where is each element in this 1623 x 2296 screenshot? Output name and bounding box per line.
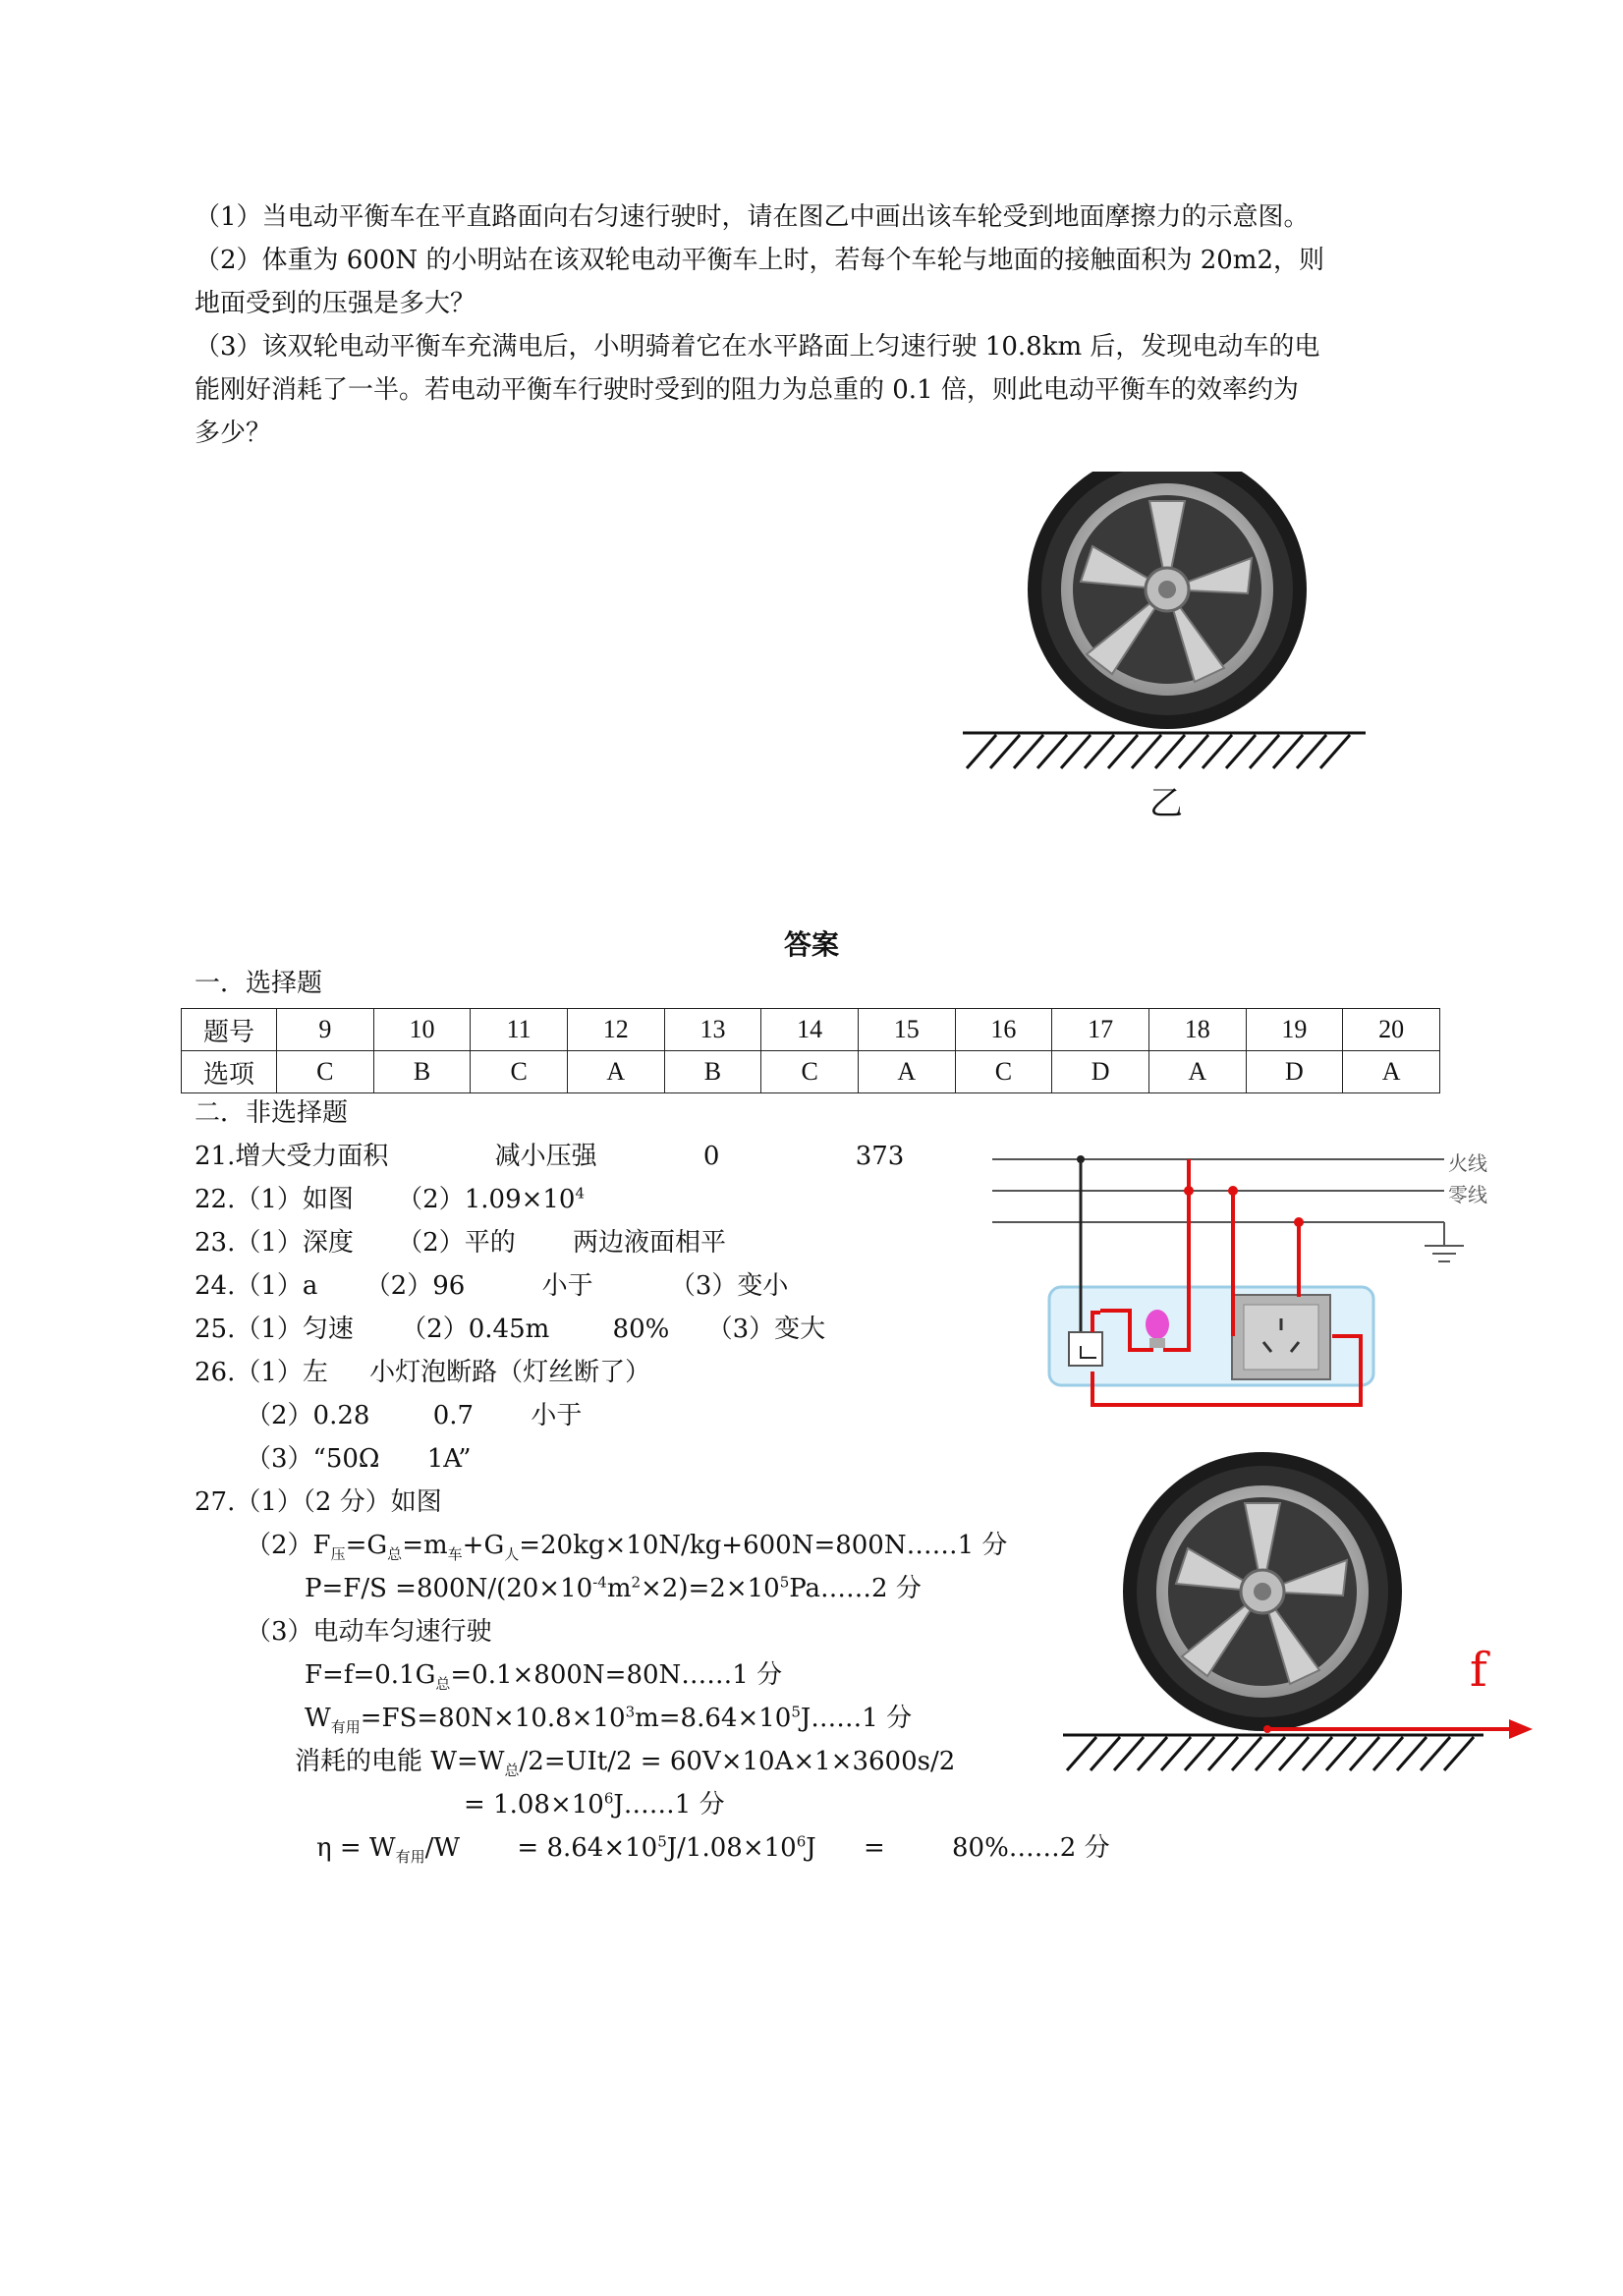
table-row (182, 1051, 1440, 1093)
superscript: 5 (779, 1573, 790, 1592)
answer-26-line2 (246, 1399, 582, 1432)
answer-24-d: （3）变小 (669, 1271, 789, 1301)
answer-23 (195, 1226, 726, 1260)
answer-26-b: 小灯泡断路（灯丝断了） (369, 1358, 651, 1387)
table-cell: 13 (664, 1009, 761, 1051)
superscript: -4 (592, 1573, 607, 1592)
text-part: Pa……2 分 (789, 1574, 922, 1603)
table-cell: 15 (858, 1009, 955, 1051)
table-cell: C (761, 1051, 859, 1093)
circuit-diagram (982, 1140, 1493, 1434)
text-part: 消耗的电能 W=W (295, 1747, 505, 1776)
text-part: =FS=80N×10.8×10 (360, 1704, 626, 1733)
question-3-line3: 多少？ (195, 419, 272, 448)
superscript: 2 (631, 1573, 642, 1592)
text-part: m (606, 1574, 632, 1603)
answer-22-b: （2）1.09×10 (397, 1185, 576, 1214)
answer-24 (195, 1269, 788, 1303)
table-cell: 16 (955, 1009, 1052, 1051)
answer-26-line3 (246, 1442, 472, 1476)
wheel-friction-figure (1051, 1444, 1542, 1808)
answer-22-sup: 4 (575, 1184, 586, 1203)
table-cell: D (1052, 1051, 1149, 1093)
text-part: =0.1×800N=80N……1 分 (450, 1660, 783, 1690)
text-part: =m (402, 1531, 448, 1560)
answer-27-line4: （3）电动车匀速行驶 (246, 1617, 492, 1647)
answer-23-c: 两边液面相平 (572, 1228, 726, 1258)
question-2-line1: （2）体重为 600N 的小明站在该双轮电动平衡车上时，若每个车轮与地面的接触面积为 20m2，则 (195, 246, 1324, 275)
table-cell: C (471, 1051, 568, 1093)
answer-25-c: 80% (612, 1315, 670, 1344)
table-cell: D (1246, 1051, 1343, 1093)
figure-yi-label: 乙 (1149, 784, 1183, 823)
section-choice: 一．选择题 (195, 969, 323, 998)
table-row (182, 1009, 1440, 1051)
section-nonchoice: 二．非选择题 (195, 1098, 349, 1128)
answer-24-c: 小于 (541, 1271, 593, 1301)
answer-21-d: 373 (855, 1142, 905, 1171)
text-part: J……1 分 (613, 1790, 725, 1820)
text-part: J (806, 1833, 816, 1863)
answer-23-b: （2）平的 (397, 1228, 516, 1258)
answer-26-a: 26.（1）左 (195, 1358, 328, 1387)
text-part: J/1.08×10 (666, 1833, 797, 1863)
table-cell: 12 (567, 1009, 664, 1051)
text-part: F=f=0.1G (305, 1660, 436, 1690)
live-wire-label: 火线 (1448, 1151, 1487, 1175)
subscript: 车 (447, 1545, 463, 1564)
answer-27: 27.（1）（2 分）如图 (195, 1487, 442, 1517)
text-part: ×2)=2×10 (641, 1574, 780, 1603)
table-cell: A (567, 1051, 664, 1093)
answer-27-line9 (316, 1831, 1110, 1865)
answer-25-d: （3）变大 (706, 1315, 826, 1344)
answer-24-b: （2）96 (364, 1271, 466, 1301)
answer-21-c: 0 (702, 1142, 720, 1171)
text-part: +G (462, 1531, 505, 1560)
answer-26-2b: 0.7 (432, 1401, 475, 1430)
question-3-line1: （3）该双轮电动平衡车充满电后，小明骑着它在水平路面上匀速行驶 10.8km 后，发现电动车的电 (195, 332, 1320, 362)
answer-27-line3 (305, 1572, 922, 1605)
table-cell: A (1343, 1051, 1440, 1093)
table-cell: 14 (761, 1009, 859, 1051)
text-part: J……1 分 (800, 1704, 913, 1733)
table-cell: 9 (277, 1009, 374, 1051)
table-cell: B (373, 1051, 471, 1093)
answer-22-a: 22.（1）如图 (195, 1185, 354, 1214)
question-2-line2: 地面受到的压强是多大？ (195, 289, 476, 318)
text-part: 80%……2 分 (952, 1833, 1110, 1863)
question-1: （1）当电动平衡车在平直路面向右匀速行驶时，请在图乙中画出该车轮受到地面摩擦力的示意图。 (195, 202, 1310, 232)
answer-24-a: 24.（1）a (195, 1271, 318, 1301)
answer-26-3b: 1A” (426, 1444, 472, 1474)
superscript: 5 (657, 1832, 667, 1851)
subscript: 压 (330, 1545, 346, 1564)
text-part: =G (345, 1531, 388, 1560)
superscript: 6 (796, 1832, 807, 1851)
superscript: 5 (791, 1703, 801, 1721)
subscript: 有用 (330, 1718, 361, 1737)
table-cell: A (1148, 1051, 1246, 1093)
answer-26 (195, 1356, 650, 1389)
answer-27-line5 (305, 1658, 782, 1692)
question-3-line2: 能刚好消耗了一半。若电动平衡车行驶时受到的阻力为总重的 0.1 倍，则此电动平衡车的效率约为 (195, 375, 1299, 405)
text-part: P=F/S =800N/(20×10 (305, 1574, 593, 1603)
table-cell: A (858, 1051, 955, 1093)
table-cell: 10 (373, 1009, 471, 1051)
answer-25-b: （2）0.45m (401, 1315, 550, 1344)
table-cell: 19 (1246, 1009, 1343, 1051)
table-header-option: 选项 (182, 1051, 277, 1093)
superscript: 3 (625, 1703, 636, 1721)
answer-23-a: 23.（1）深度 (195, 1228, 354, 1258)
text-part: η = W (316, 1833, 396, 1863)
text-part: =20kg×10N/kg+600N=800N……1 分 (519, 1531, 1008, 1560)
answer-21-b: 减小压强 (494, 1142, 597, 1171)
answer-26-2a: （2）0.28 (246, 1401, 370, 1430)
table-cell: 11 (471, 1009, 568, 1051)
friction-label: f (1470, 1643, 1487, 1698)
answer-25-a: 25.（1）匀速 (195, 1315, 354, 1344)
answer-27-line7 (295, 1745, 955, 1778)
text-part: W (305, 1704, 331, 1733)
table-cell: C (955, 1051, 1052, 1093)
table-cell: 20 (1343, 1009, 1440, 1051)
subscript: 有用 (395, 1848, 425, 1867)
text-part: = 8.64×10 (517, 1833, 658, 1863)
subscript: 人 (504, 1545, 520, 1564)
text-part: = 1.08×10 (464, 1790, 604, 1820)
answer-26-3a: （3）“50Ω (246, 1444, 380, 1474)
superscript: 6 (603, 1789, 614, 1808)
text-part: m=8.64×10 (635, 1704, 792, 1733)
table-cell: 18 (1148, 1009, 1246, 1051)
table-cell: C (277, 1051, 374, 1093)
answer-27-line8 (464, 1788, 725, 1821)
answer-22 (195, 1183, 585, 1216)
text-part: （2）F (246, 1531, 331, 1560)
wheel-figure-yi (953, 472, 1366, 815)
answer-27-line2 (246, 1529, 1007, 1562)
answer-25 (195, 1313, 825, 1346)
table-cell: B (664, 1051, 761, 1093)
ground-icon (1425, 1222, 1464, 1261)
table-cell: 17 (1052, 1009, 1149, 1051)
answer-26-2c: 小于 (531, 1401, 583, 1430)
answer-table (181, 1008, 1440, 1093)
switch-icon (1069, 1332, 1102, 1366)
answer-title: 答案 (783, 928, 839, 961)
table-header-number: 题号 (182, 1009, 277, 1051)
answer-27-line6 (305, 1702, 912, 1735)
subscript: 总 (504, 1762, 520, 1780)
text-part: /W (424, 1833, 461, 1863)
subscript: 总 (435, 1675, 451, 1694)
answer-21 (195, 1140, 904, 1173)
neutral-wire-label: 零线 (1448, 1183, 1487, 1206)
subscript: 总 (387, 1545, 403, 1564)
text-part: = (863, 1833, 885, 1863)
answer-21-a: 21.增大受力面积 (195, 1142, 389, 1171)
text-part: /2=UIt/2 = 60V×10A×1×3600s/2 (519, 1747, 956, 1776)
